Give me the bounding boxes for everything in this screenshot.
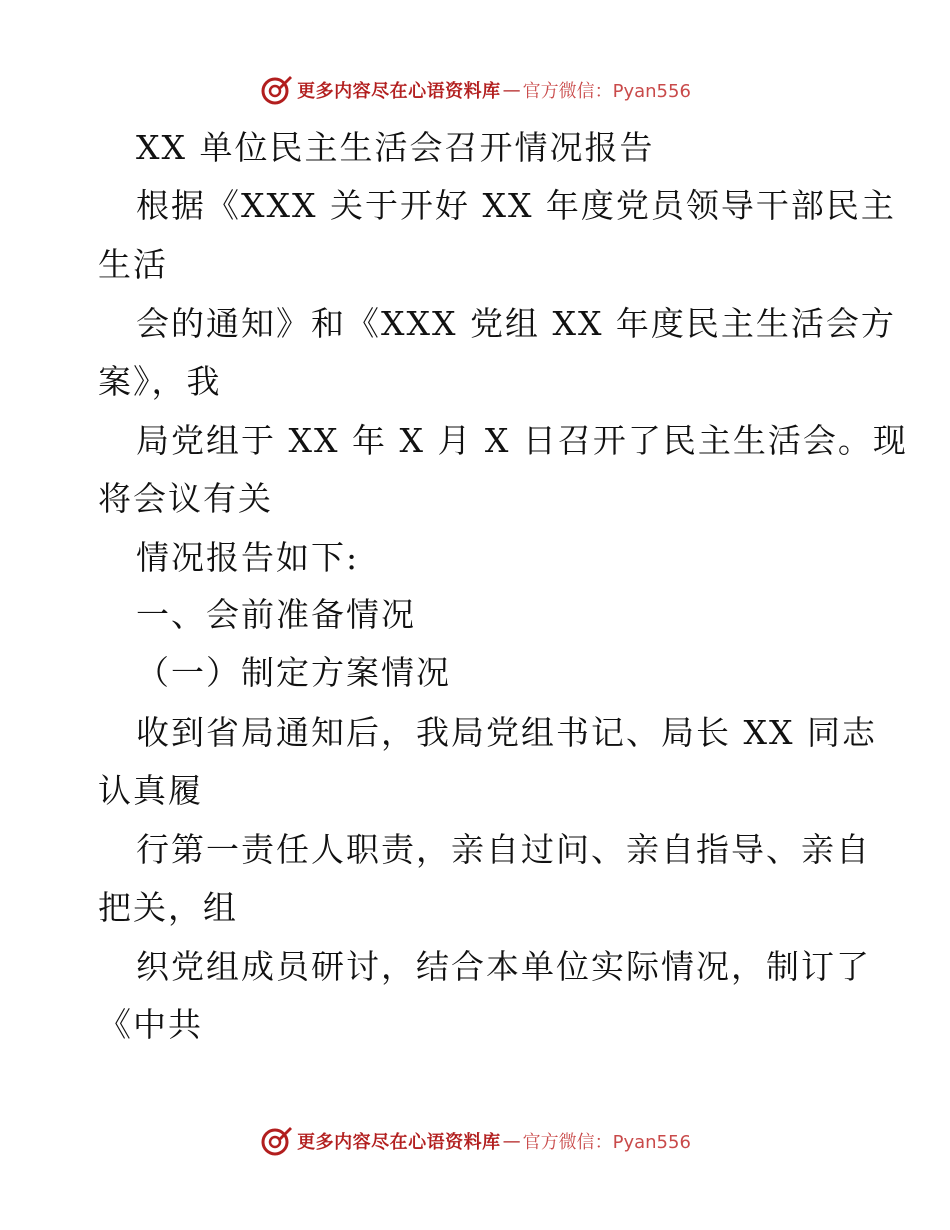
- site-name: 更多内容尽在心语资料库: [297, 1132, 501, 1153]
- paragraph-line: 局党组于 XX 年 X 月 X 日召开了民主生活会。现: [136, 421, 908, 460]
- paragraph-line: 生活: [98, 245, 168, 284]
- paragraph-line: 会的通知》和《XXX 党组 XX 年度民主生活会方: [136, 304, 896, 343]
- pen-nib-circle-icon: [259, 73, 293, 107]
- paragraph-line: 案》，我: [98, 362, 222, 401]
- site-name: 更多内容尽在心语资料库: [297, 81, 501, 102]
- paragraph-line: 《中共: [98, 1005, 203, 1044]
- footer-watermark: [0, 1121, 950, 1161]
- banner-separator: —: [502, 79, 521, 101]
- paragraph-line: 行第一责任人职责，亲自过问、亲自指导、亲自: [136, 830, 871, 869]
- section-heading: 一、会前准备情况: [136, 595, 416, 634]
- document-title: XX 单位民主生活会召开情况报告: [136, 128, 655, 167]
- paragraph-line: 情况报告如下:: [136, 538, 360, 577]
- paragraph-line: 把关，组: [98, 888, 238, 927]
- paragraph-line: 织党组成员研讨，结合本单位实际情况，制订了: [136, 947, 871, 986]
- paragraph-line: 将会议有关: [98, 479, 273, 518]
- paragraph-line: 认真履: [98, 771, 203, 810]
- subsection-heading: （一）制定方案情况: [136, 653, 451, 692]
- wechat-id: 官方微信：Pyan556: [522, 81, 691, 102]
- banner-separator: —: [502, 1130, 521, 1152]
- wechat-id: 官方微信：Pyan556: [522, 1132, 691, 1153]
- header-watermark: [0, 70, 950, 110]
- paragraph-line: 收到省局通知后，我局党组书记、局长 XX 同志: [136, 713, 877, 752]
- pen-nib-circle-icon: [259, 1124, 293, 1158]
- paragraph-line: 根据《XXX 关于开好 XX 年度党员领导干部民主: [136, 186, 896, 225]
